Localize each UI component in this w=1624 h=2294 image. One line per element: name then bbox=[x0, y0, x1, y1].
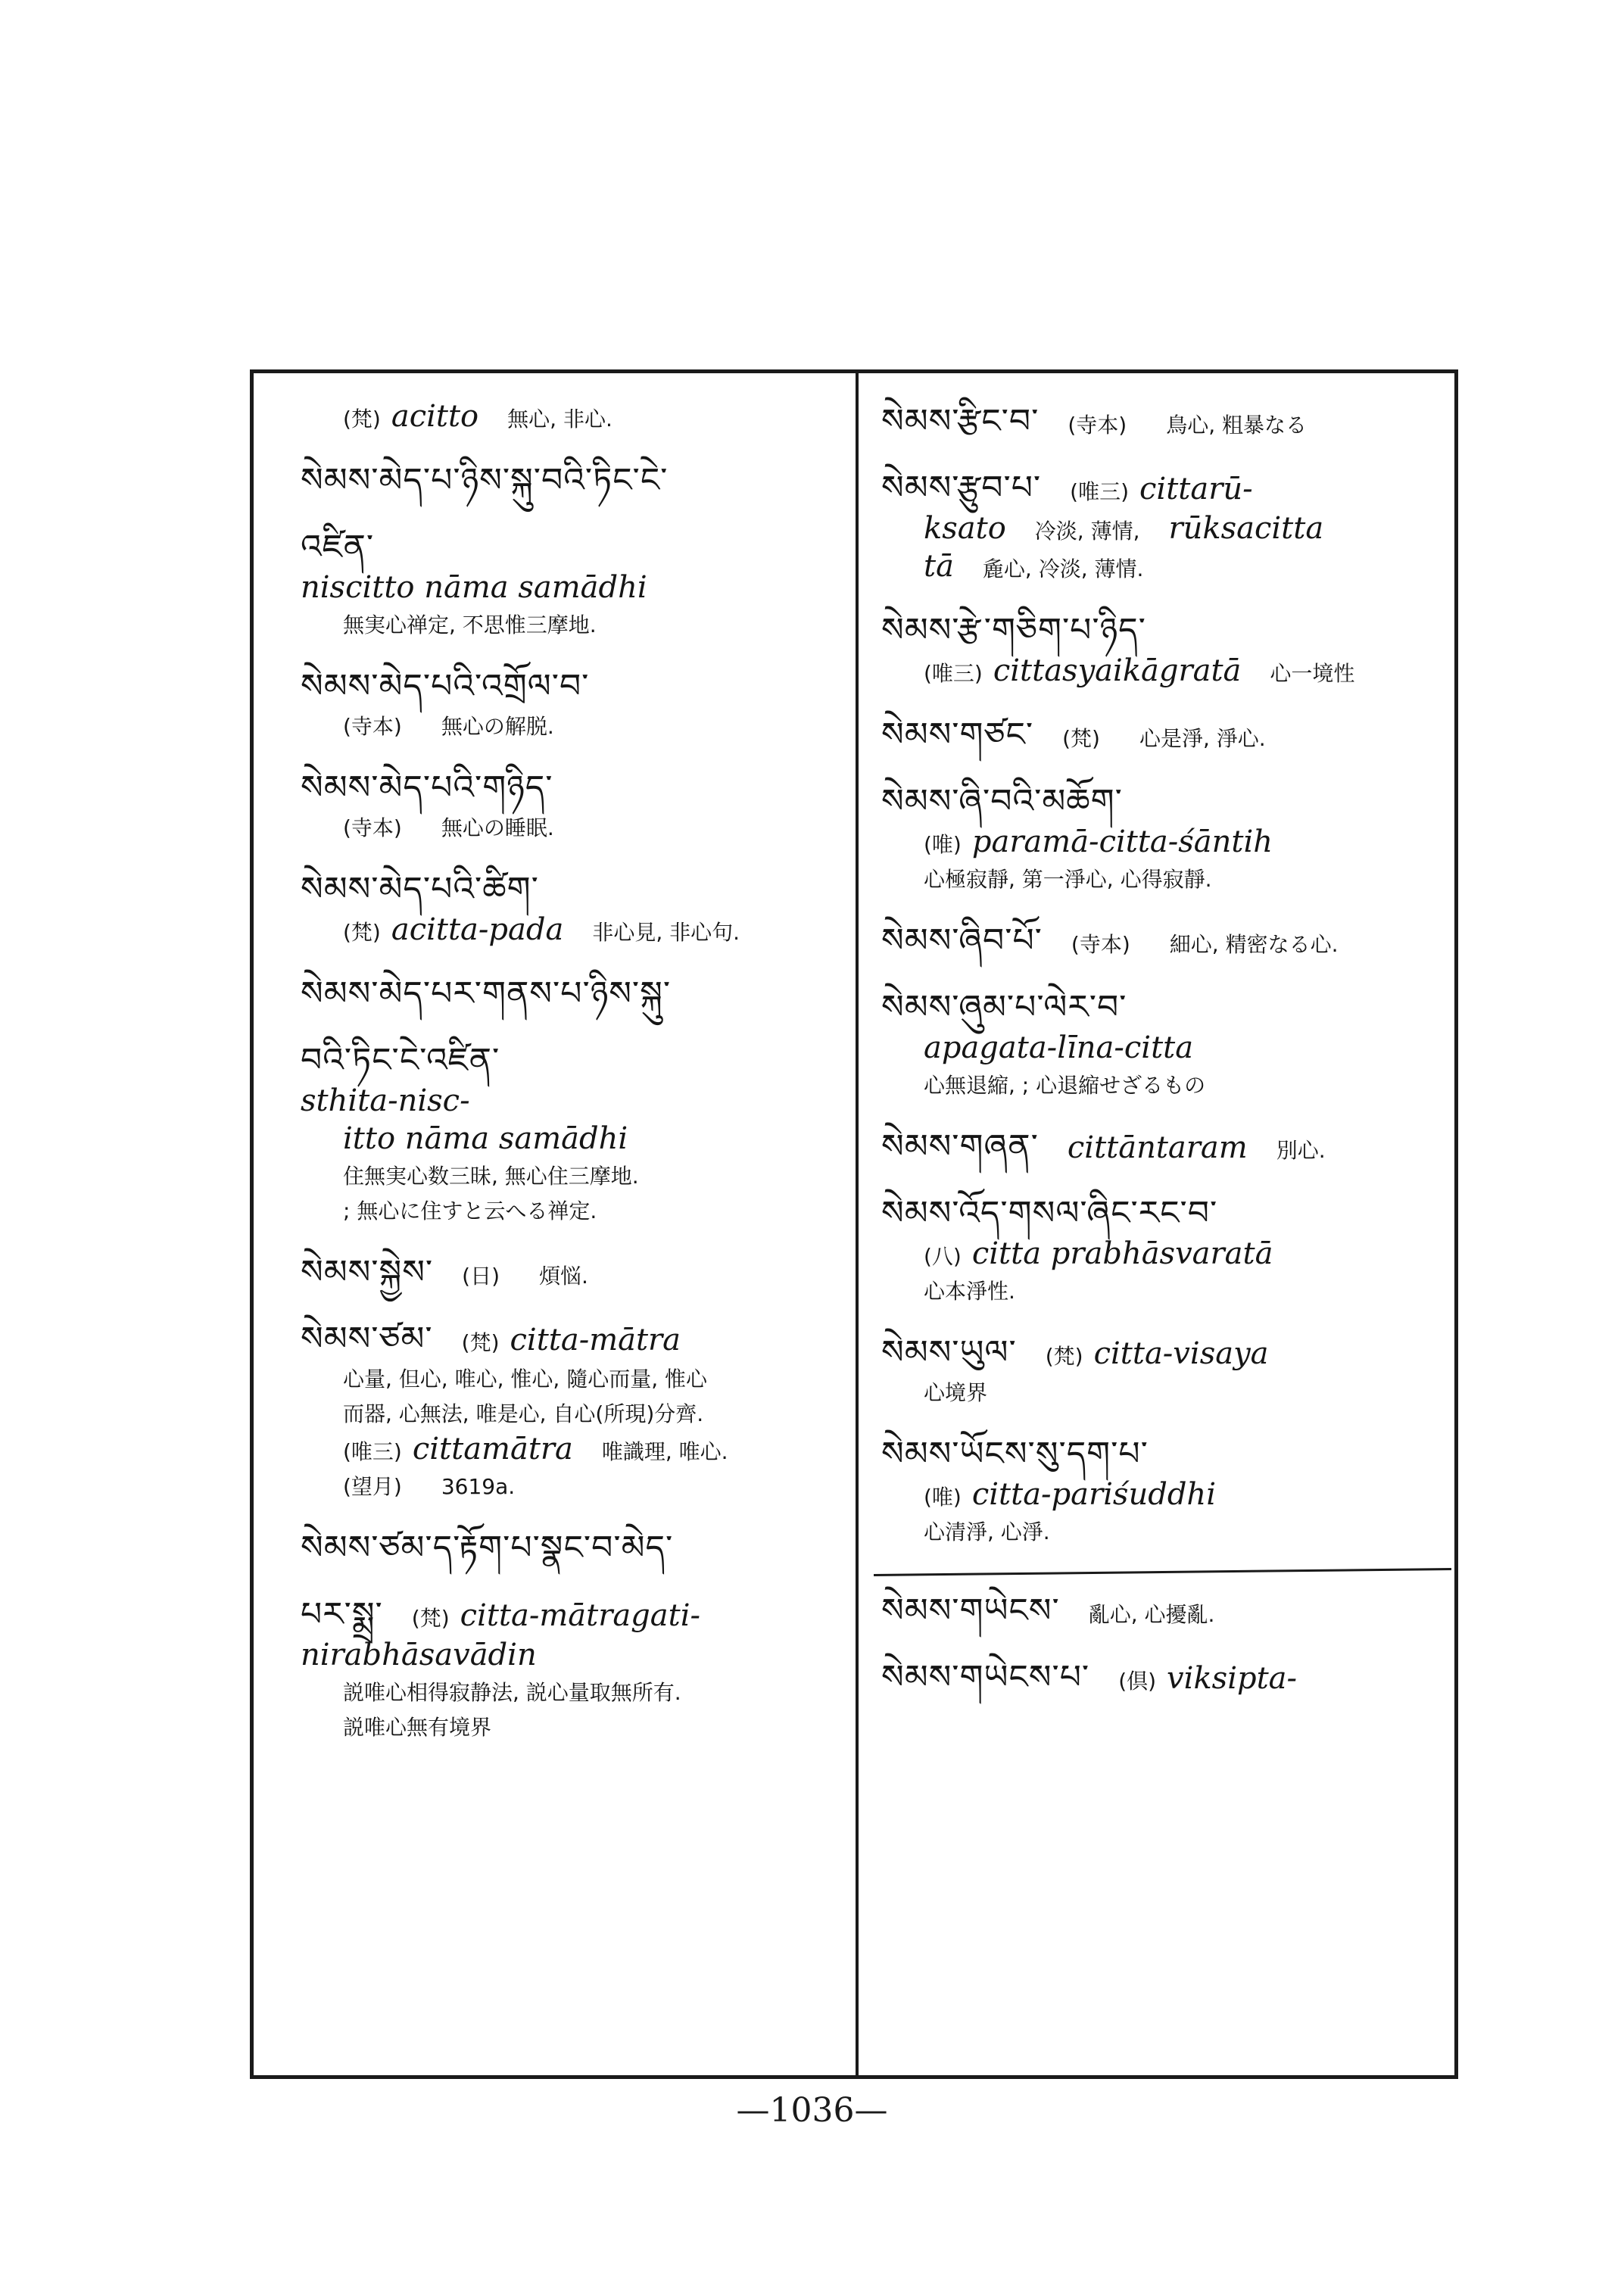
dictionary-entry bbox=[881, 1655, 1447, 1700]
tibetan-headword: སེམས་ཙམ་ bbox=[301, 1320, 433, 1358]
source-tag: (寺本) bbox=[1068, 413, 1127, 438]
dictionary-entry bbox=[881, 1330, 1447, 1410]
tibetan-headword: སེམས་རྩིང་བ་ bbox=[881, 402, 1040, 441]
entry-line bbox=[924, 862, 1447, 897]
entry-line bbox=[924, 1274, 1447, 1309]
entry-line bbox=[343, 1397, 842, 1432]
japanese-gloss: 心量, 但心, 唯心, 惟心, 隨心而量, 惟心 bbox=[343, 1367, 708, 1392]
dictionary-page-frame bbox=[250, 369, 1458, 2079]
source-tag: (寺本) bbox=[343, 714, 402, 739]
tibetan-headword: སེམས་ཞུམ་པ་ལེར་བ་ bbox=[881, 988, 1127, 1027]
sanskrit-term: paramā-citta-śāntih bbox=[971, 824, 1273, 859]
entry-line bbox=[924, 511, 1447, 549]
dictionary-entry bbox=[881, 1191, 1447, 1309]
entry-line bbox=[924, 549, 1447, 587]
dictionary-entry bbox=[301, 867, 842, 950]
japanese-gloss: 無心の睡眠. bbox=[441, 815, 554, 840]
japanese-gloss: 無心, 非心. bbox=[507, 407, 613, 432]
dictionary-entry bbox=[301, 1250, 842, 1295]
tibetan-headword: སེམས་གཡེངས་ bbox=[881, 1591, 1060, 1630]
entry-inline-gloss bbox=[1068, 413, 1307, 438]
entry-line bbox=[924, 1236, 1447, 1274]
source-tag: (唯) bbox=[924, 832, 962, 857]
entry-line bbox=[924, 1515, 1447, 1550]
source-tag: (唯) bbox=[924, 1485, 962, 1510]
source-tag: (梵) bbox=[461, 1330, 500, 1355]
tibetan-headword: སེམས་ཡུལ་ bbox=[881, 1333, 1017, 1372]
japanese-gloss: 心一境性 bbox=[1270, 661, 1355, 686]
japanese-gloss: 3619a. bbox=[441, 1474, 516, 1499]
tibetan-headword: སེམས་མེད་པའི་འགྲོལ་བ་ bbox=[301, 667, 590, 706]
tibetan-headword: བའི་ཏིང་ངེ་འཛིན་ bbox=[301, 1041, 500, 1080]
sanskrit-term: apagata-līna-citta bbox=[924, 1030, 1194, 1065]
entry-line bbox=[924, 653, 1447, 691]
tibetan-headword: སེམས་གཡེངས་པ་ bbox=[881, 1658, 1090, 1697]
tibetan-headword: སེམས་ཙམ་ད་རྟོག་པ་སྣང་བ་མེད་ bbox=[301, 1529, 674, 1567]
entry-line bbox=[301, 1083, 842, 1121]
tibetan-headword: སེམས་མེད་པར་གནས་པ་ཉིས་སྐུ་ bbox=[301, 974, 672, 1013]
source-tag: (望月) bbox=[343, 1474, 402, 1499]
entry-line bbox=[301, 570, 842, 608]
entry-inline-gloss bbox=[1045, 1336, 1269, 1371]
sanskrit-term: acitta-pada bbox=[391, 912, 564, 947]
dictionary-entry bbox=[881, 1588, 1447, 1634]
source-tag: (八) bbox=[924, 1244, 962, 1269]
dictionary-entry bbox=[301, 399, 842, 437]
sanskrit-term: cittasyaikāgratā bbox=[993, 653, 1242, 688]
dictionary-entry bbox=[301, 971, 842, 1017]
japanese-gloss: 無心の解脱. bbox=[441, 714, 554, 739]
japanese-gloss: 別心. bbox=[1276, 1138, 1326, 1163]
entry-line bbox=[343, 709, 842, 744]
japanese-gloss: 心本淨性. bbox=[924, 1279, 1015, 1304]
sanskrit-term: nirabhāsavādin bbox=[301, 1638, 537, 1672]
dictionary-entry bbox=[301, 1317, 842, 1504]
entry-line bbox=[924, 1030, 1447, 1068]
sanskrit-term: acitto bbox=[391, 399, 479, 434]
right-column bbox=[859, 373, 1454, 2075]
sanskrit-term: rūksacitta bbox=[1168, 511, 1324, 546]
left-column bbox=[254, 373, 856, 2075]
source-tag: (梵) bbox=[1062, 726, 1100, 751]
entry-inline-gloss bbox=[462, 1264, 588, 1289]
japanese-gloss: 心無退縮, ; 心退縮せざるもの bbox=[924, 1073, 1206, 1098]
dictionary-entry bbox=[881, 779, 1447, 897]
tibetan-headword: སེམས་རྩུབ་པ་ bbox=[881, 469, 1042, 507]
japanese-gloss: 細心, 精密なる心. bbox=[1169, 932, 1339, 957]
japanese-gloss: 鳥心, 粗暴なる bbox=[1166, 413, 1307, 438]
tibetan-headword: སེམས་མེད་པའི་ཚིག་ bbox=[301, 870, 539, 909]
entry-line bbox=[343, 912, 842, 950]
source-tag: (梵) bbox=[411, 1606, 450, 1631]
entry-line bbox=[301, 1638, 842, 1675]
dictionary-entry bbox=[881, 608, 1447, 691]
tibetan-headword: སེམས་སྐྱེས་ bbox=[301, 1253, 434, 1292]
dictionary-entry bbox=[881, 466, 1447, 587]
dictionary-entry bbox=[301, 664, 842, 744]
sanskrit-term: cittamātra bbox=[412, 1432, 573, 1466]
sanskrit-term: tā bbox=[924, 549, 954, 584]
entry-line bbox=[924, 1068, 1447, 1103]
japanese-gloss: 唯識理, 唯心. bbox=[601, 1439, 728, 1464]
dictionary-entry bbox=[301, 1038, 842, 1229]
sanskrit-term: citta-visaya bbox=[1093, 1336, 1269, 1371]
entry-line bbox=[343, 1432, 842, 1470]
sanskrit-term: citta-mātragati- bbox=[460, 1598, 701, 1633]
tibetan-headword: སེམས་མེད་པ་ཉིས་སྐུ་བའི་ཏིང་ངེ་ bbox=[301, 461, 669, 500]
entry-inline-gloss bbox=[1088, 1602, 1215, 1627]
section-rule bbox=[874, 1568, 1451, 1576]
japanese-gloss: 心境界 bbox=[924, 1380, 988, 1405]
dictionary-entry bbox=[881, 985, 1447, 1103]
entry-line bbox=[924, 1477, 1447, 1515]
dictionary-entry bbox=[881, 918, 1447, 964]
dictionary-entry bbox=[301, 765, 842, 846]
entry-line bbox=[924, 1376, 1447, 1410]
japanese-gloss: 冷淡, 薄情, bbox=[1034, 519, 1140, 544]
entry-line bbox=[343, 1470, 842, 1504]
japanese-gloss: 煩悩. bbox=[539, 1264, 588, 1289]
dictionary-entry bbox=[301, 1592, 842, 1745]
japanese-gloss: 説唯心無有境界 bbox=[343, 1715, 492, 1740]
tibetan-headword: སེམས་ཞིབ་པོ་ bbox=[881, 921, 1043, 960]
dictionary-entry bbox=[881, 1432, 1447, 1550]
japanese-gloss: 心極寂靜, 第一淨心, 心得寂靜. bbox=[924, 867, 1212, 892]
entry-inline-gloss bbox=[1067, 1130, 1326, 1165]
dictionary-entry bbox=[301, 525, 842, 643]
dictionary-entry bbox=[881, 1124, 1447, 1170]
source-tag: (梵) bbox=[343, 920, 381, 945]
tibetan-headword: སེམས་རྩེ་གཅིག་པ་ཉིད་ bbox=[881, 611, 1146, 650]
dictionary-entry bbox=[881, 399, 1447, 444]
entry-inline-gloss bbox=[1070, 472, 1253, 506]
entry-line bbox=[343, 399, 842, 437]
japanese-gloss: 心清淨, 心淨. bbox=[924, 1519, 1050, 1544]
dictionary-entry bbox=[301, 1526, 842, 1571]
dictionary-entry bbox=[881, 712, 1447, 758]
sanskrit-term: niscitto nāma samādhi bbox=[301, 570, 647, 605]
source-tag: (梵) bbox=[343, 407, 381, 432]
japanese-gloss: 住無実心数三昧, 無心住三摩地. bbox=[343, 1164, 639, 1189]
entry-line bbox=[343, 1710, 842, 1745]
japanese-gloss: 亂心, 心擾亂. bbox=[1088, 1602, 1215, 1627]
tibetan-headword: སེམས་ཞི་བའི་མཆོག་ bbox=[881, 782, 1123, 821]
tibetan-headword: སེམས་ཡོངས་སུ་དག་པ་ bbox=[881, 1435, 1149, 1473]
entry-line bbox=[343, 1675, 842, 1710]
tibetan-headword: པར་སྨྲ་ bbox=[301, 1595, 383, 1634]
entry-line bbox=[343, 811, 842, 846]
entry-inline-gloss bbox=[1062, 726, 1266, 751]
japanese-gloss: 心是淨, 淨心. bbox=[1139, 726, 1266, 751]
tibetan-headword: སེམས་གཞན་ bbox=[881, 1127, 1039, 1166]
sanskrit-term: ksato bbox=[924, 511, 1006, 546]
tibetan-headword: སེམས་གཙང་ bbox=[881, 715, 1034, 754]
source-tag: (倶) bbox=[1118, 1669, 1157, 1694]
sanskrit-term: citta-mātra bbox=[510, 1323, 681, 1357]
entry-line bbox=[343, 1121, 842, 1159]
sanskrit-term: citta prabhāsvaratā bbox=[971, 1236, 1273, 1271]
tibetan-headword: སེམས་མེད་པའི་གཉིད་ bbox=[301, 768, 553, 807]
entry-line bbox=[343, 608, 842, 643]
japanese-gloss: 非心見, 非心句. bbox=[592, 920, 740, 945]
japanese-gloss: 説唯心相得寂静法, 説心量取無所有. bbox=[343, 1680, 681, 1705]
sanskrit-term: itto nāma samādhi bbox=[343, 1121, 628, 1156]
entry-inline-gloss bbox=[411, 1598, 701, 1633]
entry-line bbox=[924, 824, 1447, 862]
entry-inline-gloss bbox=[1071, 932, 1339, 957]
tibetan-headword: འཛིན་ bbox=[301, 528, 375, 566]
japanese-gloss: 無実心禅定, 不思惟三摩地. bbox=[343, 612, 597, 637]
entry-line bbox=[343, 1159, 842, 1194]
japanese-gloss: 麁心, 冷淡, 薄情. bbox=[982, 556, 1144, 581]
sanskrit-term: viksipta- bbox=[1167, 1661, 1298, 1696]
sanskrit-term: cittarū- bbox=[1139, 472, 1253, 506]
japanese-gloss: ; 無心に住すと云へる禅定. bbox=[343, 1198, 597, 1223]
entry-inline-gloss bbox=[1118, 1661, 1298, 1696]
source-tag: (唯三) bbox=[343, 1439, 402, 1464]
sanskrit-term: sthita-nisc- bbox=[301, 1083, 470, 1118]
entry-line bbox=[343, 1362, 842, 1397]
source-tag: (唯三) bbox=[924, 661, 983, 686]
japanese-gloss: 而器, 心無法, 唯是心, 自心(所現)分齊. bbox=[343, 1401, 704, 1426]
tibetan-headword: སེམས་འོད་གསལ་ཞིང་རང་བ་ bbox=[881, 1194, 1218, 1233]
source-tag: (日) bbox=[462, 1264, 500, 1289]
source-tag: (唯三) bbox=[1070, 479, 1129, 504]
sanskrit-term: cittāntaram bbox=[1067, 1130, 1248, 1165]
entry-line bbox=[343, 1194, 842, 1229]
dictionary-entry bbox=[301, 458, 842, 503]
source-tag: (寺本) bbox=[1071, 932, 1130, 957]
page-number: —1036— bbox=[736, 2091, 888, 2130]
source-tag: (梵) bbox=[1045, 1344, 1083, 1369]
sanskrit-term: citta-pariśuddhi bbox=[971, 1477, 1216, 1512]
entry-inline-gloss bbox=[461, 1323, 681, 1357]
source-tag: (寺本) bbox=[343, 815, 402, 840]
